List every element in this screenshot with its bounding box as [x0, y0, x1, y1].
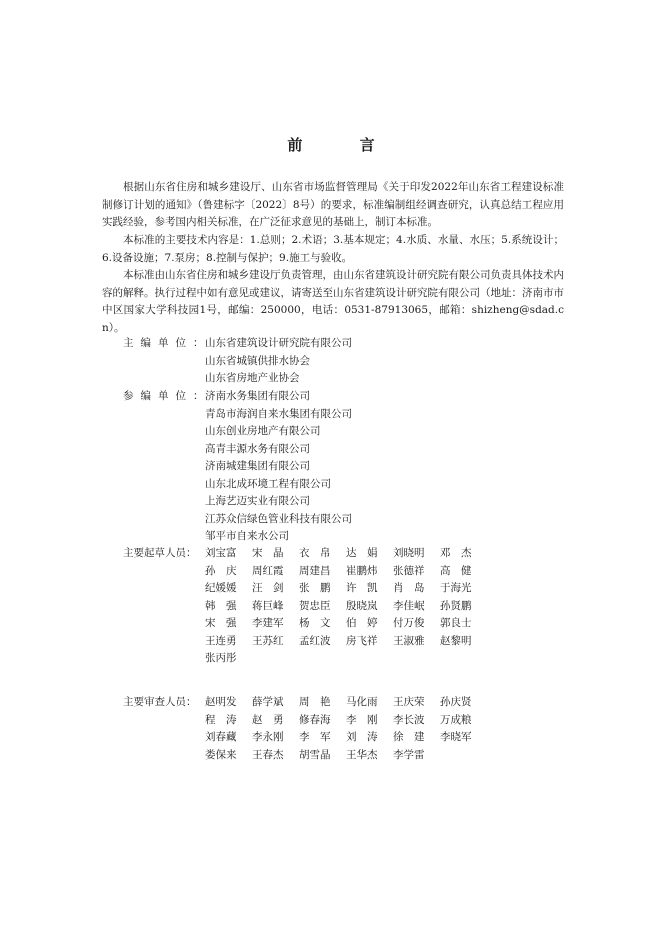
person-name: 李学雷: [393, 748, 425, 761]
person-name: 张德祥: [393, 564, 425, 577]
person-name: 许 凯: [346, 582, 378, 594]
chief-units-list: [205, 335, 352, 388]
unit-item: 济南水务集团有限公司: [205, 390, 310, 402]
person-name: 于海光: [440, 582, 472, 594]
person-name: 刘晓明: [393, 547, 425, 559]
unit-item: 上海艺迈实业有限公司: [205, 495, 310, 507]
person-name: 王庆荣: [393, 696, 425, 708]
intro-paragraph: 根据山东省住房和城乡建设厅、山东省市场监督管理局《关于印发2022年山东省工程建设标准制修订计划的通知》（鲁建标字〔2022〕8号）的要求，标准编制组经调查研究，认真总结工程应用实践经验，参考国内相关标准，在广泛征求意见的基础上，制订本标准。: [102, 181, 564, 228]
person-name: 赵黎明: [440, 634, 472, 647]
person-name: 薛学斌: [252, 696, 284, 708]
person-name: 纪媛媛: [205, 582, 237, 594]
person-name: 修春海: [299, 713, 331, 726]
participating-units-list: [205, 388, 352, 546]
chief-units-section: [123, 335, 563, 388]
reviewers-section: [123, 694, 583, 764]
unit-item: 山东北成环境工程有限公司: [205, 477, 331, 490]
person-name: 张 鹏: [299, 582, 331, 594]
unit-item: 济南城建集团有限公司: [205, 460, 310, 472]
person-name: 李长波: [393, 713, 425, 726]
person-name: 汪 剑: [252, 582, 284, 594]
person-name: 付万俊: [393, 617, 425, 629]
person-name: 肖 岛: [393, 582, 425, 594]
person-name: 李建军: [252, 617, 284, 629]
person-name: 孙贤鹏: [440, 599, 472, 612]
person-name: 李永刚: [252, 731, 284, 743]
person-name: 万成粮: [440, 713, 472, 726]
person-name: 孙 庆: [205, 564, 237, 577]
reviewers-label: 主要审查人员：: [123, 696, 197, 708]
person-name: 邓 杰: [440, 547, 472, 559]
person-name: 杨 文: [299, 617, 331, 629]
unit-item: 高青丰源水务有限公司: [205, 442, 310, 455]
person-name: 周 艳: [299, 696, 331, 708]
person-name: 刘 涛: [346, 731, 378, 743]
person-name: 孙庆贤: [440, 696, 472, 708]
person-name: 王春杰: [252, 748, 284, 761]
person-name: 衣 帛: [299, 547, 331, 559]
person-name: 娄保来: [205, 748, 237, 761]
person-name: 殷晓岚: [346, 599, 378, 612]
person-name: 周红霞: [252, 564, 284, 577]
person-name: 崔鹏炜: [346, 564, 378, 577]
page-title: 前 言: [287, 136, 401, 154]
chief-units-label: 主编单位：: [123, 337, 211, 349]
person-name: 蒋巨峰: [252, 599, 284, 612]
reviewers-grid: [205, 694, 487, 764]
participating-units-label: 参编单位：: [123, 390, 211, 402]
person-name: 马化雨: [346, 696, 378, 708]
person-name: 李 军: [299, 731, 331, 743]
person-name: 胡雪晶: [299, 748, 331, 761]
unit-item: 青岛市海润自来水集团有限公司: [205, 407, 352, 420]
unit-item: 山东省城镇供排水协会: [205, 354, 310, 367]
unit-item: 邹平市自来水公司: [205, 530, 289, 542]
person-name: 程 涛: [205, 713, 237, 726]
person-name: 周建昌: [299, 564, 331, 577]
person-name: 王华杰: [346, 748, 378, 761]
unit-item: 山东创业房地产有限公司: [205, 425, 321, 437]
content-paragraph: 本标准的主要技术内容是：1.总则；2.术语；3.基本规定；4.水质、水量、水压；5.系统设计；6.设备设施；7.泵房；8.控制与保护；9.施工与验收。: [102, 234, 564, 264]
unit-item: 江苏众信绿色管业科技有限公司: [205, 512, 352, 525]
unit-item: 山东省房地产业协会: [205, 372, 300, 384]
person-name: 郭良士: [440, 617, 472, 629]
person-name: 赵明发: [205, 696, 237, 708]
person-name: 李 刚: [346, 713, 378, 726]
person-name: 王连勇: [205, 634, 237, 647]
person-name: 宋 晶: [252, 547, 284, 559]
drafters-label: 主要起草人员：: [123, 547, 197, 559]
person-name: 韩 强: [205, 599, 237, 612]
person-name: 刘春藏: [205, 731, 237, 743]
person-name: 宋 强: [205, 617, 237, 629]
person-name: 高 健: [440, 564, 472, 577]
person-name: 房飞祥: [346, 634, 378, 647]
drafters-grid: [205, 545, 487, 668]
person-name: 贺忠臣: [299, 599, 331, 612]
person-name: 孟红波: [299, 634, 331, 647]
person-name: 李晓军: [440, 731, 472, 743]
person-name: 王淑雅: [393, 634, 425, 647]
unit-item: 山东省建筑设计研究院有限公司: [205, 337, 352, 349]
person-name: 伯 婷: [346, 617, 378, 629]
person-name: 刘宝富: [205, 547, 237, 559]
person-name: 赵 勇: [252, 713, 284, 726]
person-name: 徐 建: [393, 731, 425, 743]
participating-units-section: [123, 388, 563, 546]
person-name: 达 娟: [346, 547, 378, 559]
management-paragraph: 本标准由山东省住房和城乡建设厅负责管理，由山东省建筑设计研究院有限公司负责具体技术内容的解释。执行过程中如有意见或建议，请寄送至山东省建筑设计研究院有限公司（地址：济南市市中区国家大学科技园1号，邮编：250000，电话：0531-87913065，邮箱：shizheng@sdad.cn）。: [102, 269, 564, 334]
person-name: 王苏红: [252, 634, 284, 647]
drafters-section: [123, 545, 583, 668]
person-name: 张丙彤: [205, 652, 237, 664]
person-name: 李佳岷: [393, 599, 425, 612]
